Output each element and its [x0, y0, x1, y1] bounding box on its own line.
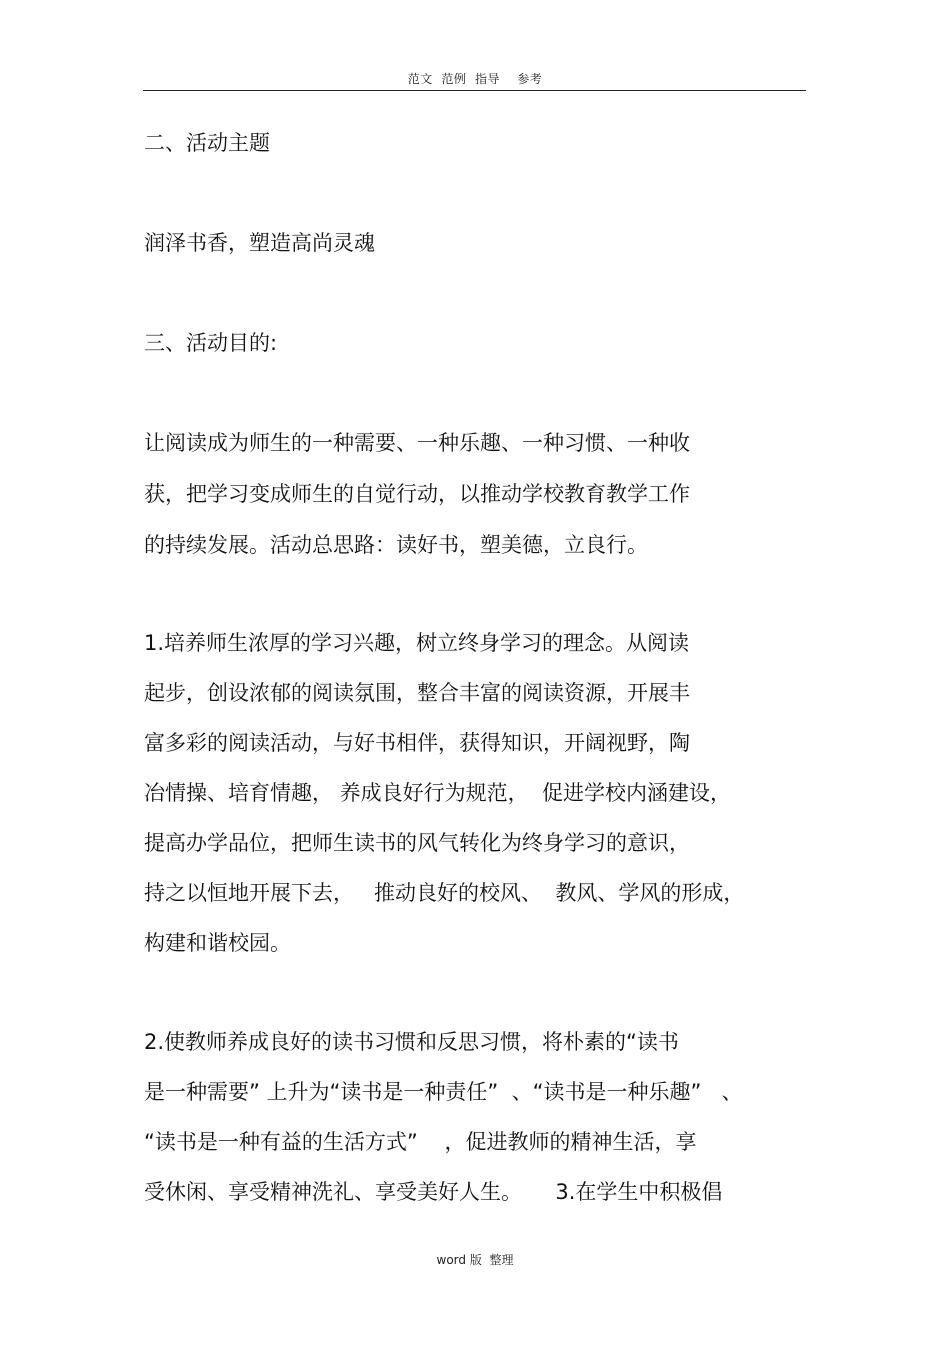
paragraph-line: 起步，创设浓郁的阅读氛围，整合丰富的阅读资源，开展丰: [144, 681, 690, 705]
paragraph-line: 持之以恒地开展下去， 推动良好的校风、 教风、学风的形成，: [144, 881, 745, 905]
theme-text: 润泽书香，塑造高尚灵魂: [144, 231, 375, 255]
header-divider: [143, 90, 806, 91]
paragraph-line: 受休闲、享受精神洗礼、享受美好人生。 3.在学生中积极倡: [144, 1180, 723, 1204]
paragraph-line: 2.使教师养成良好的读书习惯和反思习惯，将朴素的“读书: [144, 1030, 679, 1054]
paragraph-line: 冶情操、培育情趣， 养成良好行为规范， 促进学校内涵建设，: [144, 781, 732, 805]
paragraph-line: 让阅读成为师生的一种需要、一种乐趣、一种习惯、一种收: [144, 431, 690, 455]
paragraph-line: 富多彩的阅读活动，与好书相伴，获得知识，开阔视野，陶: [144, 731, 690, 755]
page-header: 范文 范例 指导 参考: [407, 72, 543, 86]
paragraph-line: 提高办学品位，把师生读书的风气转化为终身学习的意识，: [144, 831, 690, 855]
paragraph-line: 1.培养师生浓厚的学习兴趣，树立终身学习的理念。从阅读: [144, 631, 690, 655]
section-heading-goal: 三、活动目的:: [144, 331, 278, 355]
paragraph-line: 的持续发展。活动总思路：读好书，塑美德，立良行。: [144, 533, 648, 557]
paragraph-line: 是一种需要” 上升为“读书是一种责任” 、“读书是一种乐趣” 、: [144, 1080, 743, 1104]
paragraph-line: “读书是一种有益的生活方式” ，促进教师的精神生活，享: [144, 1130, 697, 1154]
section-heading-theme: 二、活动主题: [144, 131, 270, 155]
paragraph-line: 构建和谐校园。: [144, 931, 291, 955]
paragraph-line: 获，把学习变成师生的自觉行动，以推动学校教育教学工作: [144, 482, 690, 506]
page-footer: word 版 整理: [436, 1253, 514, 1267]
